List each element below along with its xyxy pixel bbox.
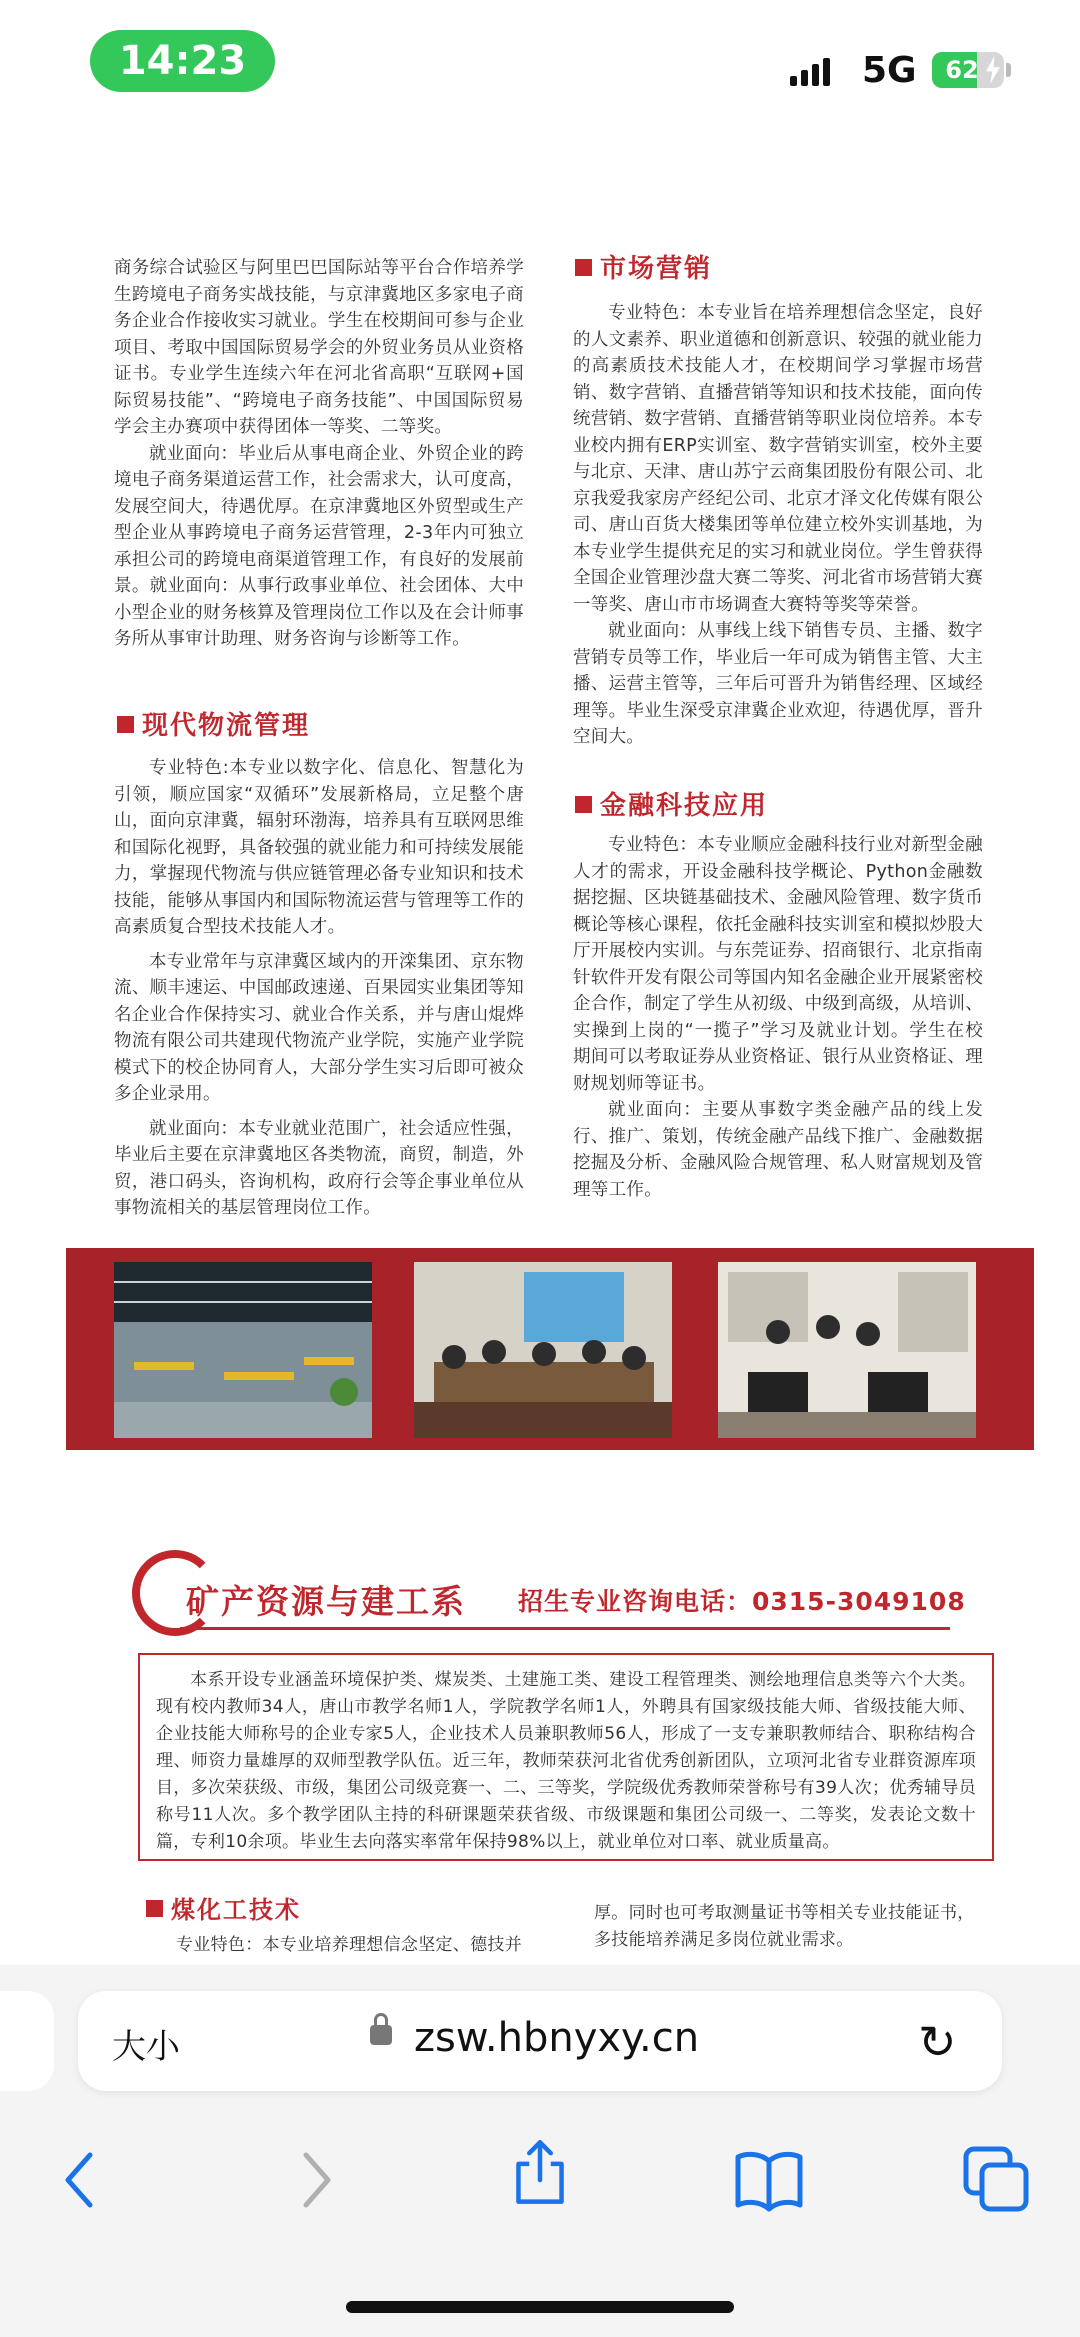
ecommerce-text: 商务综合试验区与阿里巴巴国际站等平台合作培养学生跨境电子商务实战技能，与京津冀地区多家电子商务企业合作接收实习就业。学生在校期间可参与企业项目、考取中国国际贸易学会的外贸业务员从业资格证书。专业学生连续六年在河北省高职“互联网+国际贸易技能”、“跨境电子商务技能”、中国国际贸易学会主办赛项中获得团体一等奖、二等奖。: [114, 258, 524, 437]
fintech-employment-text: 就业面向：主要从事数字类金融产品的线上发行、推广、策划，传统金融产品线下推广、金融数据挖掘及分析、金融风险合规管理、私人财富规划及管理等工作。: [573, 1100, 983, 1200]
right-bottom-text: [594, 1900, 1004, 1953]
address-bar[interactable]: [78, 1991, 1002, 2091]
battery-icon: [932, 52, 1004, 88]
status-bar: [0, 0, 1080, 130]
marketing-feature-text: 专业特色：本专业旨在培养理想信念坚定，良好的人文素养、职业道德和创新意识、较强的就业能力的高素质技术技能人才，在校期间学习掌握市场营销、数字营销、直播营销等知识和技术技能，面向传统营销、数字营销、直播营销等职业岗位培养。本专业校内拥有ERP实训室、数字营销实训室，校外主要与北京、天津、唐山苏宁云商集团股份有限公司、北京我爱我家房产经纪公司、北京才泽文化传媒有限公司、唐山百货大楼集团等单位建立校外实训基地，为本专业学生提供充足的实习和就业岗位。学生曾获得全国企业管理沙盘大赛二等奖、河北省市场营销大赛一等奖、唐山市市场调查大赛特等奖等荣誉。: [573, 303, 983, 615]
text-size-button[interactable]: 大小: [112, 2027, 180, 2067]
left-column-intro: [114, 255, 524, 653]
network-type: 5G: [862, 50, 917, 91]
logistics-column: [114, 755, 524, 1222]
right-bottom-line: 多技能培养满足多岗位就业需求。: [594, 1929, 854, 1950]
fintech-feature-text: 专业特色：本专业顺应金融科技行业对新型金融人才的需求，开设金融科技学概论、Python金融数据挖掘、区块链基础技术、金融风险管理、数字货币概论等核心课程，依托金融科技实训室和模拟炒股大厅开展校内实训。与东莞证券、招商银行、北京指南针软件开发有限公司等国内知名金融企业开展紧密校企合作，制定了学生从初级、中级到高级，从培训、实操到上岗的“一揽子”学习及就业计划。学生在校期间可以考取证券从业资格证、银行从业资格证、理财规划师等证书。: [573, 835, 983, 1094]
home-indicator[interactable]: [346, 2301, 734, 2313]
coal-chemical-text: 专业特色：本专业培养理想信念坚定、德技并: [176, 1935, 522, 1955]
heading-square-icon: [575, 796, 592, 813]
right-bottom-line: 厚。同时也可考取测量证书等相关专业技能证书，: [594, 1903, 975, 1923]
heading-square-icon: [117, 716, 134, 733]
battery-cap: [1006, 63, 1011, 77]
reload-icon[interactable]: ↻: [918, 2015, 957, 2069]
meeting-photo[interactable]: [414, 1262, 672, 1438]
marketing-column: [573, 300, 983, 751]
share-icon[interactable]: [508, 2137, 572, 2207]
photo-band: [66, 1248, 1034, 1450]
fintech-heading: 金融科技应用: [575, 785, 768, 822]
ecommerce-employment-text: 就业面向：毕业后从事电商企业、外贸企业的跨境电子商务渠道运营工作，社会需求大，认可度高，发展空间大，待遇优厚。在京津冀地区外贸型或生产型企业从事跨境电子商务运营管理，2-3年内可独立承担公司的跨境电商渠道管理工作，有良好的发展前景。就业面向：从事行政事业单位、社会团体、大中小型企业的财务核算及管理岗位工作以及在会计师事务所从事审计助理、财务咨询与诊断等工作。: [114, 443, 524, 649]
tabs-icon[interactable]: [962, 2145, 1032, 2215]
logistics-employment-text: 就业面向：本专业就业范围广，社会适应性强，毕业后主要在京津冀地区各类物流，商贸，制造，外贸，港口码头，咨询机构，政府行会等企事业单位从事物流相关的基层管理岗位工作。: [114, 1118, 524, 1218]
logistics-feature-text: 专业特色:本专业以数字化、信息化、智慧化为引领，顺应国家“双循环”发展新格局，立足整个唐山，面向京津冀，辐射环渤海，培养具有互联网思维和国际化视野，具备较强的就业能力和可持续发展能力，掌握现代物流与供应链管理必备专业知识和技术技能，能够从事国内和国际物流运营与管理等工作的高素质复合型技术技能人才。: [114, 758, 524, 937]
department-intro: 本系开设专业涵盖环境保护类、煤炭类、土建施工类、建设工程管理类、测绘地理信息类等六个大类。现有校内教师34人，唐山市教学名师1人，学院教学名师1人，外聘具有国家级技能大师、省级技能大师、企业技能大师称号的企业专家5人，企业技术人员兼职教师56人，形成了一支专兼职教师结合、职称结构合理、师资力量雄厚的双师型教学队伍。近三年，教师荣获河北省优秀创新团队，立项河北省专业群资源库项目，多次荣获级、市级，集团公司级竞赛一、二、三等奖，学院级优秀教师荣誉称号有39人次；优秀辅导员称号11人次。多个教学团队主持的科研课题荣获省级、市级课题和集团公司级一、二等奖，发表论文数十篇，专利10余项。毕业生去向落实率常年保持98%以上，就业单位对口率、就业质量高。: [138, 1653, 994, 1861]
previous-tab-preview[interactable]: [0, 1991, 54, 2091]
marketing-heading: 市场营销: [575, 248, 712, 285]
battery-level: 62: [945, 56, 979, 84]
url-text[interactable]: zsw.hbnyxy.cn: [414, 2015, 700, 2061]
status-time[interactable]: 14:23: [90, 30, 275, 92]
marketing-employment-text: 就业面向：从事线上线下销售专员、主播、数字营销专员等工作，毕业后一年可成为销售主管、大主播、运营主管等，三年后可晋升为销售经理、区域经理等。毕业生深受京津冀企业欢迎，待遇优厚，晋升空间大。: [573, 621, 983, 747]
bookmarks-icon[interactable]: [732, 2145, 806, 2215]
logistics-heading: 现代物流管理: [117, 705, 310, 742]
heading-square-icon: [146, 1900, 163, 1917]
coal-chemical-heading: 煤化工技术: [146, 1890, 301, 1925]
forward-icon[interactable]: [290, 2145, 340, 2215]
back-icon[interactable]: [56, 2145, 106, 2215]
web-content[interactable]: [0, 130, 1080, 1960]
classroom-photo[interactable]: [114, 1262, 372, 1438]
department-title: 矿产资源与建工系: [186, 1582, 466, 1621]
heading-square-icon: [575, 259, 592, 276]
lock-icon: [370, 2025, 392, 2045]
fintech-column: [573, 832, 983, 1203]
logistics-cooperation-text: 本专业常年与京津冀区域内的开滦集团、京东物流、顺丰速运、中国邮政速递、百果园实业集团等知名企业合作保持实习、就业合作关系，并与唐山焜烨物流有限公司共建现代物流产业学院，实施产业学院模式下的校企协同育人，大部分学生实习后即可被众多企业录用。: [114, 951, 524, 1104]
address-bar-area: [0, 1965, 1080, 2115]
computer-lab-photo[interactable]: [718, 1262, 976, 1438]
header-divider: [180, 1627, 950, 1630]
browser-toolbar: [0, 2115, 1080, 2337]
admission-phone[interactable]: 招生专业咨询电话：0315-3049108: [518, 1587, 966, 1616]
